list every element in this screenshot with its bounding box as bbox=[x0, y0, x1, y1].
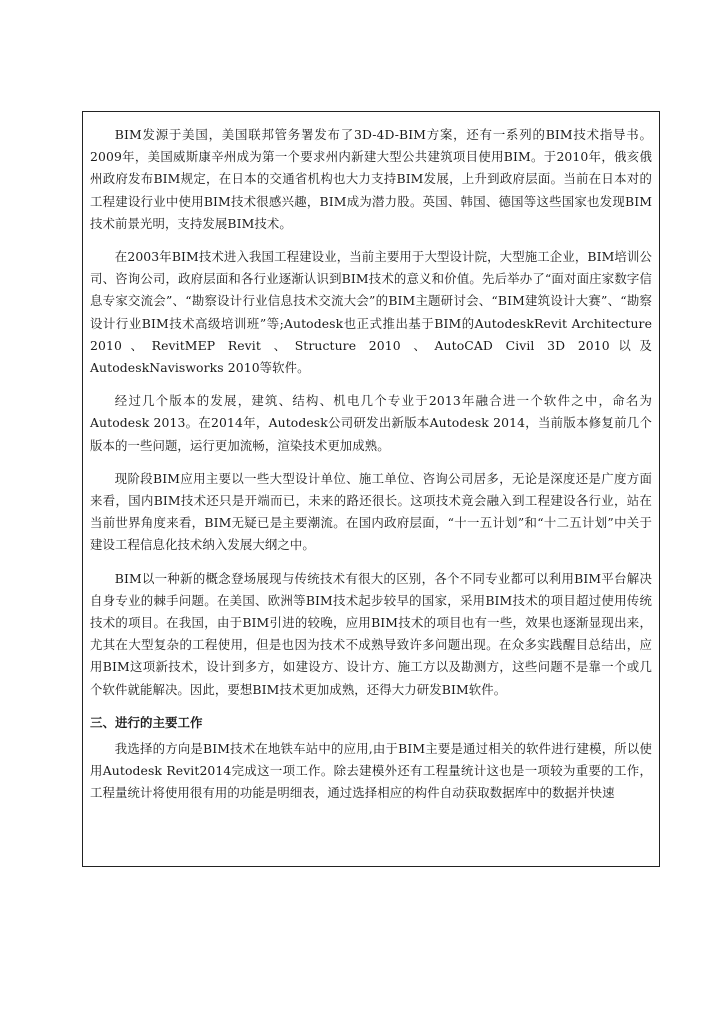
paragraph-bim-china: 在2003年BIM技术进入我国工程建设业，当前主要用于大型设计院，大型施工企业，BIM培训公司、咨询公司，政府层面和各行业逐渐认识到BIM技术的意义和价值。先后举办了“面对面庄家数字信息专家交流会”、“勘察设计行业信息技术交流大会”的BIM主题研讨会、“BIM建筑设计大赛”、“勘察设计行业BIM技术高级培训班”等;Autodesk也正式推出基于BIM的AutodeskRevit Architecture 2010、RevitMEP Revit 、Structure 2010 、AutoCAD Civil 3D 2010以及AutodeskNavisworks 2010等软件。 bbox=[90, 249, 652, 376]
paragraph-current-stage: 现阶段BIM应用主要以一些大型设计单位、施工单位、咨询公司居多，无论是深度还是广度方面来看，国内BIM技术还只是开端而已，未来的路还很长。这项技术竟会融入到工程建设各行业，站在当前世界角度来看，BIM无疑已是主要潮流。在国内政府层面，“十一五计划”和“十二五计划”中关于建设工程信息化技术纳入发展大纲之中。 bbox=[90, 470, 652, 553]
paragraph-main-work: 我选择的方向是BIM技术在地铁车站中的应用,由于BIM主要是通过相关的软件进行建模，所以使用Autodesk Revit2014完成这一项工作。除去建模外还有工程量统计这也是一项较为重要的工作，工程量统计将使用很有用的功能是明细表，通过选择相应的构件自动获取数据库中的数据并快速 bbox=[90, 740, 652, 801]
paragraph-autodesk-versions: 经过几个版本的发展，建筑、结构、机电几个专业于2013年融合进一个软件之中，命名为Autodesk 2013。在2014年，Autodesk公司研发出新版本Autodesk 2014，当前版本修复前几个版本的一些问题，运行更加流畅，渲染技术更加成熟。 bbox=[90, 393, 652, 453]
document-frame bbox=[82, 111, 660, 867]
section-heading-main-work: 三、进行的主要工作 bbox=[90, 714, 203, 730]
paragraph-bim-concept: BIM以一种新的概念登场展现与传统技术有很大的区别，各个不同专业都可以利用BIM平台解决自身专业的棘手问题。在美国、欧洲等BIM技术起步较早的国家，采用BIM技术的项目超过使用传统技术的项目。在我国，由于BIM引进的较晚，应用BIM技术的项目也有一些，效果也逐渐显现出来，尤其在大型复杂的工程使用，但是也因为技术不成熟导致许多问题出现。在众多实践醒目总结出，应用BIM这项新技术，设计到多方，如建设方、设计方、施工方以及勘测方，这些问题不是靠一个或几个软件就能解决。因此，要想BIM技术更加成熟，还得大力研发BIM软件。 bbox=[90, 570, 652, 697]
paragraph-bim-origin: BIM发源于美国，美国联邦管务署发布了3D-4D-BIM方案，还有一系列的BIM技术指导书。2009年，美国威斯康辛州成为第一个要求州内新建大型公共建筑项目使用BIM。于2010年，俄亥俄州政府发布BIM规定，在日本的交通省机构也大力支持BIM发展，上升到政府层面。当前在日本对的工程建设行业中使用BIM技术很感兴趣，BIM成为潜力股。英国、韩国、德国等这些国家也发现BIM技术前景光明，支持发展BIM技术。 bbox=[90, 127, 652, 231]
